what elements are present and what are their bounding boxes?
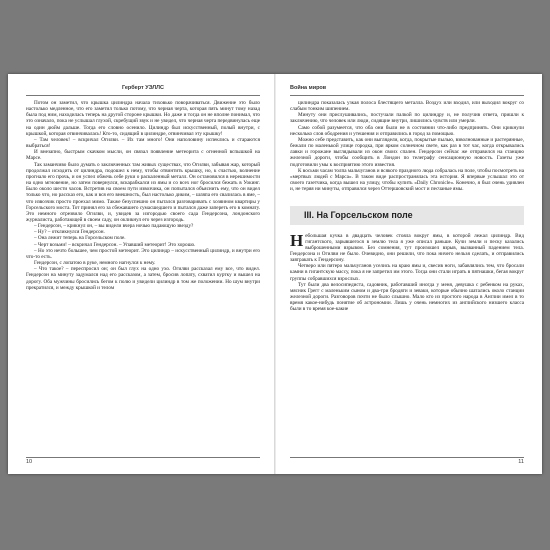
paragraph: И внезапно, быстрым скачком мысли, он связал появление метеорита с огненной вспышкой на Марсе. (26, 149, 260, 162)
paragraph: Четверо или пятеро мальчуганов уселись на краю ямы и, свесив ноги, забавлялись тем, что бросали камни в гигантскую массу, пока я не запретил им этого. Тогда они стали играть в пятнашки, бегая вокруг группы собравшихся взрослых. (290, 263, 524, 282)
paragraph: – Что такое? – переспросил он; он был глух на одно ухо. Огилви рассказал ему все, что видел. Гендерсон на минуту задумался над его рассказом, а затем, бросив лопату, схватил куртку и вышел на дорогу. Оба мужчины бросились бегом к полю и увидели цилиндр в том же положении. Но шум внутри прекратился, и между крышкой и телом (26, 266, 260, 291)
right-page (276, 74, 542, 474)
running-header-left: Герберт УЭЛЛС (26, 85, 260, 96)
paragraph: Потом он заметил, что крышка цилиндра начала тиховько поворачиваться. Движение это было настолько медленное, что его заметил только потому, что черная черта, которая пять минут тому назад была под ним, находилась теперь на другой стороне крышки. Но даже и тогда он не вполне понимал, что это означало, пока не услышал глухой, скребущий звук и не увидел, что черная черта передвинулась еще на один дюйм дальше. Тогда его словно осенило. Цилиндр был искусственный, полый внутри, с крышкой, которая отвинчивалась! Кто-то, сидящий в цилиндре, отвинчивал эту крышку! (26, 100, 260, 137)
paragraph: Минуту они прислушивались, постучали палкой по цилиндру и, не получив ответа, пришли к заключению, что человек или люди, сидящие внутри, лишились чувств или умерли. (290, 112, 524, 125)
paragraph: – Гендерсон, – крикнул он, – вы видели вчера ночью падающую звезду? (34, 223, 194, 230)
paragraph: Можно себе представить, как они выглядели, когда, покрытые пылью, взволнованные и растерянные, бежали по маленькой улице городка, при ярком солнечном свете, как раз в тот час, когда открывались лавки и горожане выглядывали из окон своих спален. Гендерсон сейчас же отправился на станцию железной дороги, чтобы сообщить в Лондон по телеграфу сенсационную новость. Газеты уже подготовили умы к восприятию этого известия. (290, 136, 524, 168)
paragraph: – Черт возьми! – вскричал Гендерсон. – Упавший метеорит! Это хорошо. (34, 241, 196, 248)
paragraph: Так заманчиво было думать о заключенных там живых существах, что Огилви, забывая жар, который продолжал исходить от цилиндра, подошел к нему, чтобы отвинтить крышку, но, к счастью, волнение прогнало его прочь, и он успел обжечь себе руки о раскаленный металл. Он остановился в нерешимости на одно мгновение, но затем повернулся, вскарабкался из ямы и со всех ног бросился бежать в Уокинг. Было около шести часов. Встретив на своем пути извозчика, он попытался объяснить ему, что он видел только что, но рассказ его, как и вся его внешность, был настолько диким, – шляпа его свалилась в яме, – что извозчик просто проехал мимо. Также безуспешно он пытался разговаривать с хозяином квартиры у Горсельского моста. Тот принял его за сбежавшего сумасшедшего и пытался даже запереть его в комнату. Это немного отрезвило Огилви, и, увидев за изгородью своего сада Гендерсона, лондонского журналиста, работающей в своем саду, он окликнул его через изгородь. (26, 161, 260, 223)
book-spread (8, 74, 542, 474)
paragraph-text: ебольшая кучка в двадцать человек стояла вокруг ямы, в которой лежал цилиндр. Вид гигантского, зарывшегося в землю тела я уже описал раньше. Кучи земли и песку казались выброшенными взрывом. Без сомнения, тут произошел взрыв, вызванный падением тела. Гендерсона и Огилви не было. Очевидно, они решили, что пока ничего нельзя сделать, и отправились завтракать к Гендерсону. (290, 232, 524, 264)
paragraph: – Там человек! – вскричал Огилви. – Их там много! Они наполовину испеклись и стараются выбраться! (26, 136, 260, 150)
paragraph: цилиндра показалась узкая полоса блестящего металла. Воздух или входил, или выходил вокруг со слабым тонким шипением. (290, 100, 524, 113)
left-page-body (26, 100, 260, 452)
paragraph: Гендерсон, с лопатою в руке, немного нагнулся к нему. (34, 260, 156, 267)
paragraph: Само собой разумеется, что оба они были не в состоянии что-либо предпринять. Они крикнули несколько слов ободрения и утешения и отправились в город за помощью. (290, 124, 524, 137)
running-header-right: Война миров (290, 85, 524, 96)
paragraph: К восьми часам толпа мальчуганов и всякого праздного люда собралась на поле, чтобы посмотреть на «мертвых людей с Марса». В таком виде распространялась эта история. Я впервые услышал это от своего газетчика, когда вышел на улицу, чтобы купить «Daily Chronicle». Конечно, я был очень удивлен и, не теряя ни минуты, отправился через Оттершовский мост и песчаные ямы. (290, 167, 524, 193)
paragraph: Тут были два велосипедиста, садовник, работавший иногда у меня, девушка с ребенком на руках, мясник Грегг с маленьким сыном и два-три бродяги и зеваки, которые обычно шатались около станции железной дороги. Разговоров почти не было слышно. Мало кто из простого народа в Англии имел в то время какое-нибудь понятие об астрономии. Лишь у очень немногих из английского низшего класса были в то время кое-какие (290, 281, 524, 313)
paragraph: – Она лежит теперь на Горсельском поле. (34, 235, 126, 242)
page-number-left: 10 (26, 457, 260, 467)
paragraph-with-dropcap (290, 230, 524, 264)
drop-cap: Н (290, 230, 304, 250)
paragraph: – Но это нечто большее, чем простой метеорит. Это цилиндр – искусственный цилиндр, и внутри его что-то есть. (26, 247, 260, 260)
paragraph: – Ну? – откликнулся Гендерсон. (34, 229, 105, 236)
left-page (8, 74, 274, 474)
chapter-title: III. На Горсельском поле (290, 206, 524, 224)
right-page-body (290, 100, 524, 452)
page-number-right: 11 (290, 457, 524, 467)
